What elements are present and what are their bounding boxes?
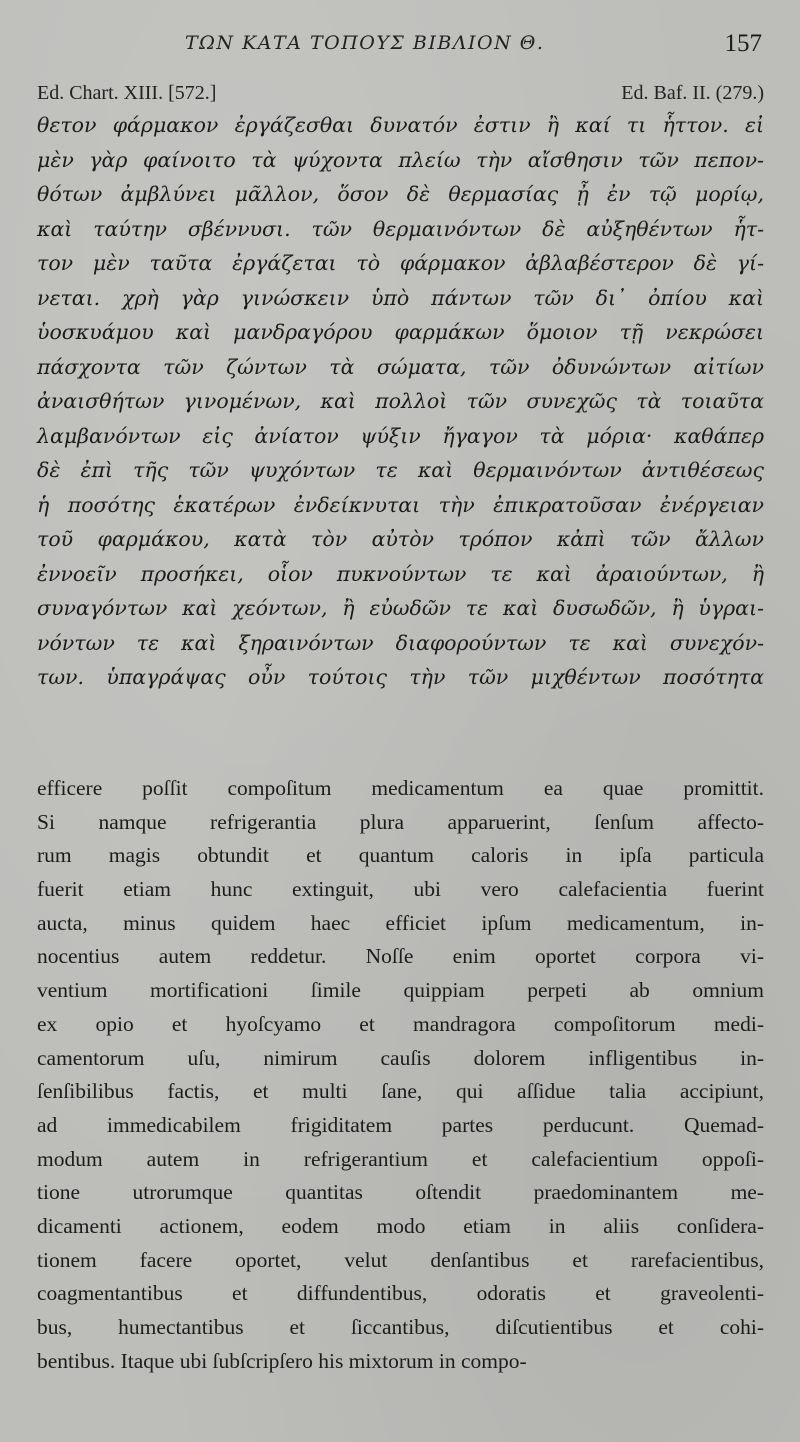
edition-chartier-reference: Ed. Chart. XIII. [572.] xyxy=(37,82,217,104)
latin-text-line: ſenſibilibus factis, et multi ſane, qui aſſidue talia accipiunt, xyxy=(37,1079,764,1104)
latin-text-line: ad immedicabilem frigiditatem partes perducunt. Quemad- xyxy=(37,1112,764,1137)
latin-text-line: coagmentantibus et diffundentibus, odoratis et graveolenti- xyxy=(37,1281,764,1306)
latin-text-line: camentorum uſu, nimirum cauſis dolorem infligentibus in- xyxy=(37,1045,764,1070)
greek-text-line: ἡ ποσότης ἑκατέρων ἐνδείκνυται τὴν ἐπικρατοῦσαν ἐνέργειαν xyxy=(37,492,764,517)
latin-text-line: dicamenti actionem, eodem modo etiam in aliis conſidera- xyxy=(37,1213,764,1238)
greek-text-line: πάσχοντα τῶν ζώντων τὰ σώματα, τῶν ὀδυνώντων αἰτίων xyxy=(37,354,764,379)
page-number: 157 xyxy=(724,30,762,57)
edition-basel-reference: Ed. Baf. II. (279.) xyxy=(621,82,764,104)
greek-text-line: θότων ἀμβλύνει μᾶλλον, ὅσον δὲ θερμασίας ᾖ ἐν τῷ μορίῳ, xyxy=(37,182,764,206)
greek-text-line: μὲν γὰρ φαίνοιτο τὰ ψύχοντα πλείω τὴν αἴσθησιν τῶν πεπον- xyxy=(37,147,764,172)
edition-reference-line xyxy=(37,82,764,108)
latin-text-line: tionem facere oportet, velut denſantibus et rarefacientibus, xyxy=(37,1247,764,1272)
greek-text-line: δὲ ἐπὶ τῆς τῶν ψυχόντων τε καὶ θερμαινόντων ἀντιθέσεως xyxy=(37,458,764,482)
greek-text-line: ὑοσκυάμου καὶ μανδραγόρου φαρμάκων ὅμοιον τῇ νεκρώσει xyxy=(37,320,764,344)
greek-text-line: συναγόντων καὶ χεόντων, ἢ εὐωδῶν τε καὶ δυσωδῶν, ἢ ὑγραι- xyxy=(37,596,764,620)
latin-text-block xyxy=(37,772,764,1378)
greek-text-line: θετον φάρμακον ἐργάζεσθαι δυνατόν ἐστιν ἢ καί τι ἧττον. εἰ xyxy=(37,113,764,137)
latin-text-line: bus, humectantibus et ſiccantibus, diſcutientibus et cohi- xyxy=(37,1315,764,1339)
greek-text-block xyxy=(37,108,764,695)
greek-text-line: νεται. χρὴ γὰρ γινώσκειν ὑπὸ πάντων τῶν δι᾽ ὀπίου καὶ xyxy=(37,285,764,310)
latin-text-line: modum autem in refrigerantium et calefacientium oppoſi- xyxy=(37,1146,764,1171)
latin-text-line: aucta, minus quidem haec efficiet ipſum medicamentum, in- xyxy=(37,910,764,935)
latin-text-line: Si namque refrigerantia plura apparuerint, ſenſum affecto- xyxy=(37,809,764,834)
greek-text-line: ἀναισθήτων γινομένων, καὶ πολλοὶ τῶν συνεχῶς τὰ τοιαῦτα xyxy=(37,389,764,413)
latin-text-line: ventium mortificationi ſimile quippiam perpeti ab omnium xyxy=(37,978,764,1003)
latin-text-line: rum magis obtundit et quantum caloris in ipſa particula xyxy=(37,843,764,868)
greek-text-line: των. ὑπαγράψας οὖν τούτοις τὴν τῶν μιχθέντων ποσότητα xyxy=(37,665,764,689)
running-head xyxy=(0,32,800,62)
greek-text-line: τον μὲν ταῦτα ἐργάζεται τὸ φάρμακον ἀβλαβέστερον δὲ γί- xyxy=(37,251,764,275)
greek-text-line: τοῦ φαρμάκου, κατὰ τὸν αὐτὸν τρόπον κἀπὶ τῶν ἄλλων xyxy=(37,527,764,551)
running-title: ΤΩΝ ΚΑΤΑ ΤΟΠΟΥΣ ΒΙΒΛΙΟΝ Θ. xyxy=(185,32,545,54)
latin-text-line: fuerit etiam hunc extinguit, ubi vero calefacientia fuerint xyxy=(37,877,764,902)
greek-text-line: ἐννοεῖν προσήκει, οἷον πυκνούντων τε καὶ ἀραιούντων, ἢ xyxy=(37,561,764,586)
greek-text-line: νόντων τε καὶ ξηραινόντων διαφορούντων τε καὶ συνεχόν- xyxy=(37,630,764,655)
greek-text-line: καὶ ταύτην σβέννυσι. τῶν θερμαινόντων δὲ αὐξηθέντων ἧτ- xyxy=(37,216,764,241)
latin-text-line: ex opio et hyoſcyamo et mandragora compoſitorum medi- xyxy=(37,1011,764,1036)
latin-text-line: efficere poſſit compoſitum medicamentum ea quae promittit. xyxy=(37,776,764,800)
greek-text-line: λαμβανόντων εἰς ἀνίατον ψύξιν ἤγαγον τὰ μόρια· καθάπερ xyxy=(37,423,764,448)
latin-text-line: bentibus. Itaque ubi ſubſcripſero his mixtorum in compo- xyxy=(37,1348,527,1373)
latin-text-line: nocentius autem reddetur. Noſſe enim oportet corpora vi- xyxy=(37,944,764,969)
latin-text-line: tione utrorumque quantitas oſtendit praedominantem me- xyxy=(37,1180,764,1205)
